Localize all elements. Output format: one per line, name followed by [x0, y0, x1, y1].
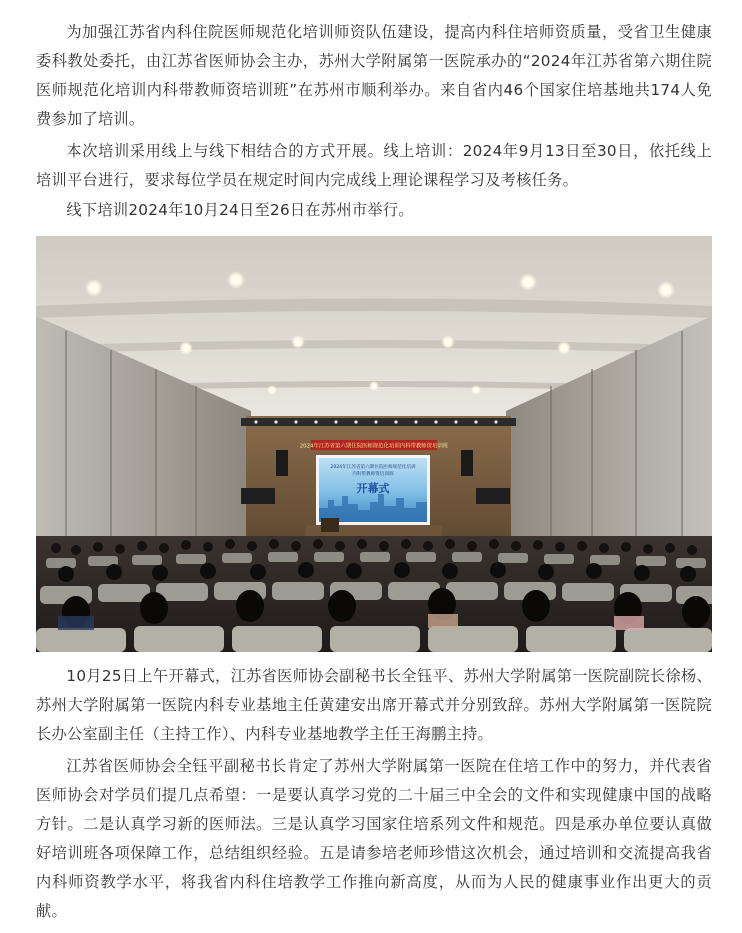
paragraph-opening-ceremony: 10月25日上午开幕式，江苏省医师协会副秘书长全钰平、苏州大学附属第一医院副院长徐杨、苏州大学附属第一医院内科专业基地主任黄建安出席开幕式并分别致辞。苏州大学附属第一医院院长办公室副主任（主持工作）、内科专业基地教学主任王海鹏主持。: [36, 667, 712, 743]
screen-title-line1: 2024年江苏省第六期住院医师规范化培训: [330, 465, 416, 470]
screen-title-line2: 内科带教师资培训班: [352, 472, 394, 477]
paragraph-intro: 为加强江苏省内科住院医师规范化培训师资队伍建设，提高内科住培师资质量，受省卫生健康委科教处委托，由江苏省医师协会主办，苏州大学附属第一医院承办的“2024年江苏省第六期住院医师规范化培训内科带教师资培训班”在苏州市顺利举办。来自省内46个国家住培基地共174人免费参加了培训。: [36, 23, 712, 128]
projection-screen: [316, 455, 430, 525]
paragraph-offline-training: 线下培训2024年10月24日至26日在苏州市举行。: [66, 201, 414, 219]
audience-rows: [36, 539, 712, 652]
paragraph-speech-summary: 江苏省医师协会全钰平副秘书长肯定了苏州大学附属第一医院在住培工作中的努力，并代表省医师协会对学员们提几点希望：一是要认真学习党的二十届三中全会的文件和实现健康中国的战略方针。二是认真学习新的医师法。三是认真学习国家住培系列文件和规范。四是承办单位要认真做好培训班各项保障工作，总结组织经验。五是请参培老师珍惜这次机会，通过培训和交流提高我省内科师资教学水平，将我省内科住培教学工作推向新高度，从而为人民的健康事业作出更大的贡献。: [36, 757, 712, 920]
banner-text: 2024年江苏省第六期住院医师规范化培训内科带教师资培训班: [299, 443, 449, 450]
lecture-hall-photo: [36, 236, 712, 652]
paragraph-online-training: 本次培训采用线上与线下相结合的方式开展。线上培训：2024年9月13日至30日，依托线上培训平台进行，要求每位学员在规定时间内完成线上理论课程学习及考核任务。: [36, 142, 712, 189]
screen-main-text: 开幕式: [356, 482, 390, 495]
podium: [321, 518, 339, 532]
speaker-left: [276, 450, 288, 476]
speaker-right: [461, 450, 473, 476]
